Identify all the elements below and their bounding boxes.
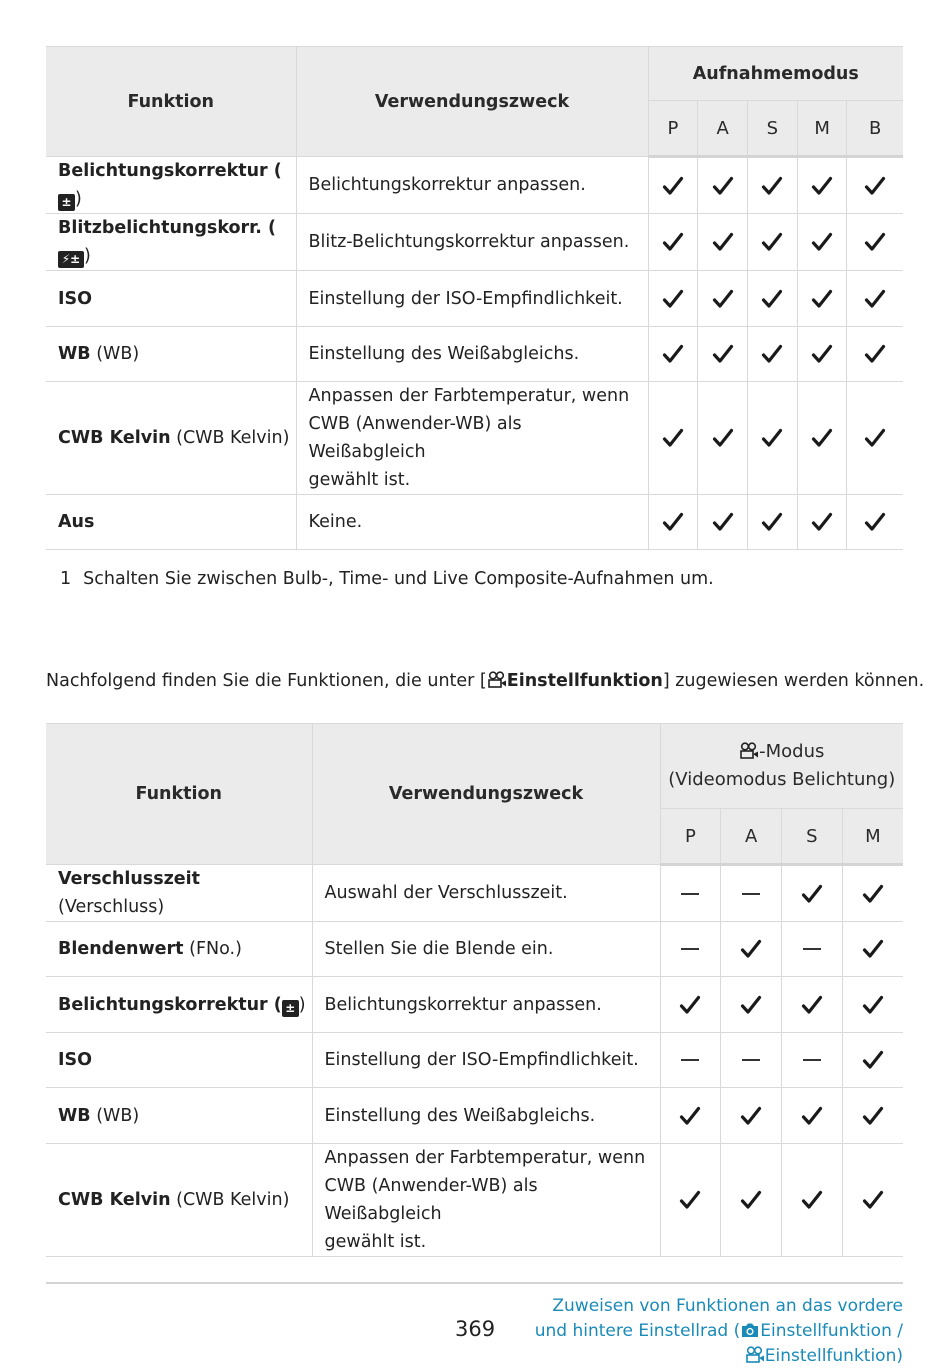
page-number: 369 bbox=[455, 1317, 496, 1341]
checkmark-icon bbox=[761, 231, 783, 253]
table-row bbox=[46, 1088, 903, 1144]
checkmark-icon bbox=[862, 1189, 884, 1211]
checkmark-icon bbox=[864, 343, 886, 365]
funktion-note: (FNo.) bbox=[183, 939, 242, 959]
header-funktion: Funktion bbox=[46, 724, 312, 865]
cell-funktion bbox=[46, 977, 312, 1033]
purpose-text: Einstellung des Weißabgleichs. bbox=[324, 1105, 596, 1126]
funktion-note: (CWB Kelvin) bbox=[170, 1190, 290, 1210]
cell-verwendungszweck bbox=[296, 271, 648, 327]
checkmark-icon bbox=[712, 427, 734, 449]
funktion-label: Blitzbelichtungskorr. ( bbox=[58, 218, 277, 238]
checkmark-icon bbox=[801, 994, 823, 1016]
table-row bbox=[46, 271, 903, 327]
exposure-comp-icon: ± bbox=[282, 1000, 299, 1017]
purpose-text: Stellen Sie die Blende ein. bbox=[324, 939, 554, 959]
cell-verwendungszweck bbox=[312, 1144, 660, 1257]
cell-mode-a bbox=[698, 157, 748, 214]
header-mode-s: S bbox=[782, 809, 843, 865]
funktion-note: (Verschluss) bbox=[58, 897, 165, 917]
cell-mode-m bbox=[797, 271, 847, 327]
checkmark-icon bbox=[679, 1189, 701, 1211]
intro-text-before: Nachfolgend finden Sie die Funktionen, die unter [ bbox=[46, 671, 487, 691]
purpose-line: Anpassen der Farbtemperatur, wenn bbox=[324, 1148, 646, 1168]
checkmark-icon bbox=[862, 1049, 884, 1071]
flash-exposure-comp-icon: ⚡± bbox=[58, 251, 84, 268]
cell-funktion bbox=[46, 1033, 312, 1088]
footnote bbox=[60, 569, 714, 589]
checkmark-icon bbox=[862, 994, 884, 1016]
checkmark-icon bbox=[712, 288, 734, 310]
cell-mode-m bbox=[842, 1033, 903, 1088]
table-row bbox=[46, 922, 903, 977]
checkmark-icon bbox=[864, 288, 886, 310]
cell-mode-p bbox=[660, 922, 721, 977]
cell-verwendungszweck bbox=[296, 214, 648, 271]
cell-mode-m bbox=[842, 922, 903, 977]
cell-mode-p bbox=[648, 214, 698, 271]
cell-funktion bbox=[46, 495, 296, 550]
cell-mode-m bbox=[797, 214, 847, 271]
checkmark-icon bbox=[761, 427, 783, 449]
cell-verwendungszweck bbox=[312, 1088, 660, 1144]
cell-funktion bbox=[46, 327, 296, 382]
checkmark-icon bbox=[761, 511, 783, 533]
cell-mode-a bbox=[698, 214, 748, 271]
section-link-line1[interactable]: Zuweisen von Funktionen an das vordere bbox=[552, 1296, 903, 1316]
cell-mode-b bbox=[847, 271, 903, 327]
table-row bbox=[46, 1144, 903, 1257]
purpose-text: Belichtungskorrektur anpassen. bbox=[324, 994, 602, 1015]
checkmark-icon bbox=[862, 883, 884, 905]
checkmark-icon bbox=[864, 175, 886, 197]
cell-verwendungszweck bbox=[296, 495, 648, 550]
cell-mode-s bbox=[782, 1088, 843, 1144]
cell-mode-m bbox=[797, 327, 847, 382]
funktion-label: Verschlusszeit bbox=[58, 869, 201, 889]
cell-verwendungszweck bbox=[296, 382, 648, 495]
checkmark-icon bbox=[864, 511, 886, 533]
purpose-text: Belichtungskorrektur anpassen. bbox=[308, 175, 586, 195]
checkmark-icon bbox=[662, 343, 684, 365]
cell-verwendungszweck bbox=[312, 977, 660, 1033]
checkmark-icon bbox=[662, 231, 684, 253]
purpose-line: gewählt ist. bbox=[308, 470, 411, 490]
checkmark-icon bbox=[862, 1105, 884, 1127]
cell-mode-s bbox=[782, 977, 843, 1033]
checkmark-icon bbox=[740, 1105, 762, 1127]
purpose-line: CWB (Anwender-WB) als Weißabgleich bbox=[324, 1176, 538, 1224]
purpose-text: Auswahl der Verschlusszeit. bbox=[324, 883, 568, 903]
funktion-tail: ) bbox=[298, 994, 306, 1015]
cell-funktion bbox=[46, 382, 296, 495]
checkmark-icon bbox=[862, 938, 884, 960]
checkmark-icon bbox=[864, 427, 886, 449]
cell-mode-a bbox=[721, 865, 782, 922]
cell-mode-p bbox=[660, 1144, 721, 1257]
purpose-line: Anpassen der Farbtemperatur, wenn bbox=[308, 386, 630, 406]
cell-mode-s bbox=[747, 495, 797, 550]
cell-mode-p bbox=[660, 977, 721, 1033]
cell-mode-b bbox=[847, 382, 903, 495]
dash-icon bbox=[681, 893, 699, 895]
section-link-line2-before[interactable]: und hintere Einstellrad ( bbox=[534, 1321, 741, 1341]
cell-mode-m bbox=[797, 382, 847, 495]
movie-camera-icon bbox=[739, 742, 759, 759]
funktion-label: Belichtungskorrektur ( bbox=[58, 161, 282, 181]
cell-mode-m bbox=[797, 495, 847, 550]
footnote-number: 1 bbox=[60, 569, 72, 589]
dash-icon bbox=[681, 948, 699, 950]
checkmark-icon bbox=[740, 938, 762, 960]
checkmark-icon bbox=[811, 427, 833, 449]
checkmark-icon bbox=[801, 1189, 823, 1211]
checkmark-icon bbox=[811, 343, 833, 365]
checkmark-icon bbox=[801, 883, 823, 905]
table-row bbox=[46, 382, 903, 495]
cell-mode-p bbox=[648, 157, 698, 214]
dash-icon bbox=[742, 893, 760, 895]
funktion-label: CWB Kelvin bbox=[58, 428, 171, 448]
table-row bbox=[46, 157, 903, 214]
cell-mode-m bbox=[842, 977, 903, 1033]
cell-mode-m bbox=[842, 865, 903, 922]
funktion-label: ISO bbox=[58, 288, 92, 309]
cell-mode-s bbox=[747, 157, 797, 214]
cell-mode-m bbox=[842, 1144, 903, 1257]
checkmark-icon bbox=[679, 1105, 701, 1127]
footer-divider bbox=[46, 1282, 903, 1284]
checkmark-icon bbox=[679, 994, 701, 1016]
intro-paragraph bbox=[46, 671, 924, 691]
intro-text-bold: Einstellfunktion bbox=[506, 671, 663, 691]
checkmark-icon bbox=[712, 343, 734, 365]
header-mode-a: A bbox=[698, 101, 748, 157]
checkmark-icon bbox=[740, 994, 762, 1016]
cell-mode-m bbox=[842, 1088, 903, 1144]
cell-verwendungszweck bbox=[312, 1033, 660, 1088]
funktion-note: (WB) bbox=[90, 344, 140, 364]
cell-funktion bbox=[46, 214, 296, 271]
cell-verwendungszweck bbox=[296, 327, 648, 382]
footnote-text: Schalten Sie zwischen Bulb-, Time- und Live Composite-Aufnahmen um. bbox=[83, 569, 714, 589]
cell-verwendungszweck bbox=[296, 157, 648, 214]
checkmark-icon bbox=[662, 511, 684, 533]
cell-funktion bbox=[46, 922, 312, 977]
cell-funktion bbox=[46, 1144, 312, 1257]
checkmark-icon bbox=[761, 175, 783, 197]
section-link[interactable] bbox=[535, 1294, 903, 1369]
funktion-label: Belichtungskorrektur ( bbox=[58, 994, 282, 1015]
checkmark-icon bbox=[740, 1189, 762, 1211]
cell-funktion bbox=[46, 157, 296, 214]
cell-verwendungszweck bbox=[312, 922, 660, 977]
cell-verwendungszweck bbox=[312, 865, 660, 922]
cell-mode-b bbox=[847, 327, 903, 382]
section-link-line3[interactable] bbox=[535, 1344, 903, 1369]
funktion-label: ISO bbox=[58, 1050, 92, 1070]
funktion-label: WB bbox=[58, 1105, 91, 1126]
cell-mode-p bbox=[648, 327, 698, 382]
header-mode-s: S bbox=[747, 101, 797, 157]
header-mode-m: M bbox=[797, 101, 847, 157]
funktion-label: WB bbox=[58, 344, 91, 364]
cell-funktion bbox=[46, 865, 312, 922]
table-row bbox=[46, 495, 903, 550]
cell-mode-p bbox=[648, 382, 698, 495]
purpose-text: Blitz-Belichtungskorrektur anpassen. bbox=[308, 232, 630, 252]
header-mode-m: M bbox=[842, 809, 903, 865]
functions-table-photo bbox=[46, 46, 903, 550]
table-row bbox=[46, 865, 903, 922]
header-video-mode bbox=[660, 724, 903, 809]
movie-camera-icon bbox=[487, 671, 507, 688]
cell-mode-p bbox=[648, 495, 698, 550]
cell-mode-a bbox=[698, 271, 748, 327]
section-link-line2[interactable] bbox=[535, 1319, 903, 1344]
movie-camera-icon bbox=[745, 1346, 765, 1363]
section-link-line3-after[interactable]: Einstellfunktion) bbox=[764, 1346, 903, 1366]
checkmark-icon bbox=[761, 343, 783, 365]
purpose-text: Einstellung des Weißabgleichs. bbox=[308, 344, 580, 364]
cell-funktion bbox=[46, 271, 296, 327]
dash-icon bbox=[681, 1059, 699, 1061]
checkmark-icon bbox=[662, 427, 684, 449]
dash-icon bbox=[742, 1059, 760, 1061]
cell-mode-s bbox=[747, 214, 797, 271]
table-row bbox=[46, 1033, 903, 1088]
functions-table-video bbox=[46, 723, 903, 1257]
header-verwendungszweck: Verwendungszweck bbox=[312, 724, 660, 865]
cell-mode-p bbox=[660, 1033, 721, 1088]
cell-mode-b bbox=[847, 157, 903, 214]
cell-mode-s bbox=[782, 1144, 843, 1257]
checkmark-icon bbox=[761, 288, 783, 310]
checkmark-icon bbox=[811, 511, 833, 533]
header-video-mode-line1: -Modus bbox=[759, 741, 825, 762]
cell-mode-a bbox=[721, 922, 782, 977]
funktion-tail: ) bbox=[75, 189, 82, 209]
cell-mode-a bbox=[721, 1144, 782, 1257]
checkmark-icon bbox=[712, 511, 734, 533]
checkmark-icon bbox=[662, 175, 684, 197]
header-aufnahmemodus: Aufnahmemodus bbox=[648, 47, 903, 101]
cell-mode-a bbox=[698, 495, 748, 550]
dash-icon bbox=[803, 1059, 821, 1061]
cell-mode-s bbox=[747, 327, 797, 382]
cell-mode-s bbox=[782, 865, 843, 922]
header-mode-b: B bbox=[847, 101, 903, 157]
cell-mode-a bbox=[698, 382, 748, 495]
exposure-comp-icon: ± bbox=[58, 194, 75, 211]
checkmark-icon bbox=[811, 175, 833, 197]
header-mode-p: P bbox=[660, 809, 721, 865]
cell-mode-b bbox=[847, 214, 903, 271]
purpose-line: CWB (Anwender-WB) als Weißabgleich bbox=[308, 414, 522, 462]
purpose-text: Einstellung der ISO-Empfindlichkeit. bbox=[308, 288, 623, 309]
cell-mode-s bbox=[782, 1033, 843, 1088]
cell-mode-s bbox=[747, 382, 797, 495]
funktion-label: Aus bbox=[58, 512, 95, 532]
cell-mode-a bbox=[698, 327, 748, 382]
table-row bbox=[46, 327, 903, 382]
cell-mode-m bbox=[797, 157, 847, 214]
cell-mode-b bbox=[847, 495, 903, 550]
camera-icon bbox=[740, 1322, 760, 1338]
funktion-label: CWB Kelvin bbox=[58, 1190, 171, 1210]
cell-mode-a bbox=[721, 1088, 782, 1144]
checkmark-icon bbox=[712, 231, 734, 253]
intro-text-after: ] zugewiesen werden können. bbox=[662, 671, 925, 691]
dash-icon bbox=[803, 948, 821, 950]
header-verwendungszweck: Verwendungszweck bbox=[296, 47, 648, 157]
section-link-line2-after[interactable]: Einstellfunktion / bbox=[760, 1321, 903, 1341]
cell-mode-a bbox=[721, 977, 782, 1033]
funktion-tail: ) bbox=[84, 246, 91, 266]
cell-mode-s bbox=[782, 922, 843, 977]
checkmark-icon bbox=[811, 231, 833, 253]
checkmark-icon bbox=[712, 175, 734, 197]
cell-mode-a bbox=[721, 1033, 782, 1088]
purpose-text: Keine. bbox=[308, 512, 363, 532]
funktion-note: (WB) bbox=[90, 1105, 140, 1126]
header-funktion: Funktion bbox=[46, 47, 296, 157]
cell-mode-s bbox=[747, 271, 797, 327]
table-row bbox=[46, 977, 903, 1033]
funktion-label: Blendenwert bbox=[58, 939, 184, 959]
funktion-note: (CWB Kelvin) bbox=[170, 428, 290, 448]
cell-mode-p bbox=[660, 865, 721, 922]
checkmark-icon bbox=[662, 288, 684, 310]
checkmark-icon bbox=[864, 231, 886, 253]
checkmark-icon bbox=[801, 1105, 823, 1127]
header-mode-a: A bbox=[721, 809, 782, 865]
header-mode-p: P bbox=[648, 101, 698, 157]
header-video-mode-line2: (Videomodus Belichtung) bbox=[668, 769, 896, 790]
cell-mode-p bbox=[648, 271, 698, 327]
purpose-line: gewählt ist. bbox=[324, 1232, 427, 1252]
checkmark-icon bbox=[811, 288, 833, 310]
cell-funktion bbox=[46, 1088, 312, 1144]
cell-mode-p bbox=[660, 1088, 721, 1144]
table-row bbox=[46, 214, 903, 271]
purpose-text: Einstellung der ISO-Empfindlichkeit. bbox=[324, 1050, 639, 1070]
